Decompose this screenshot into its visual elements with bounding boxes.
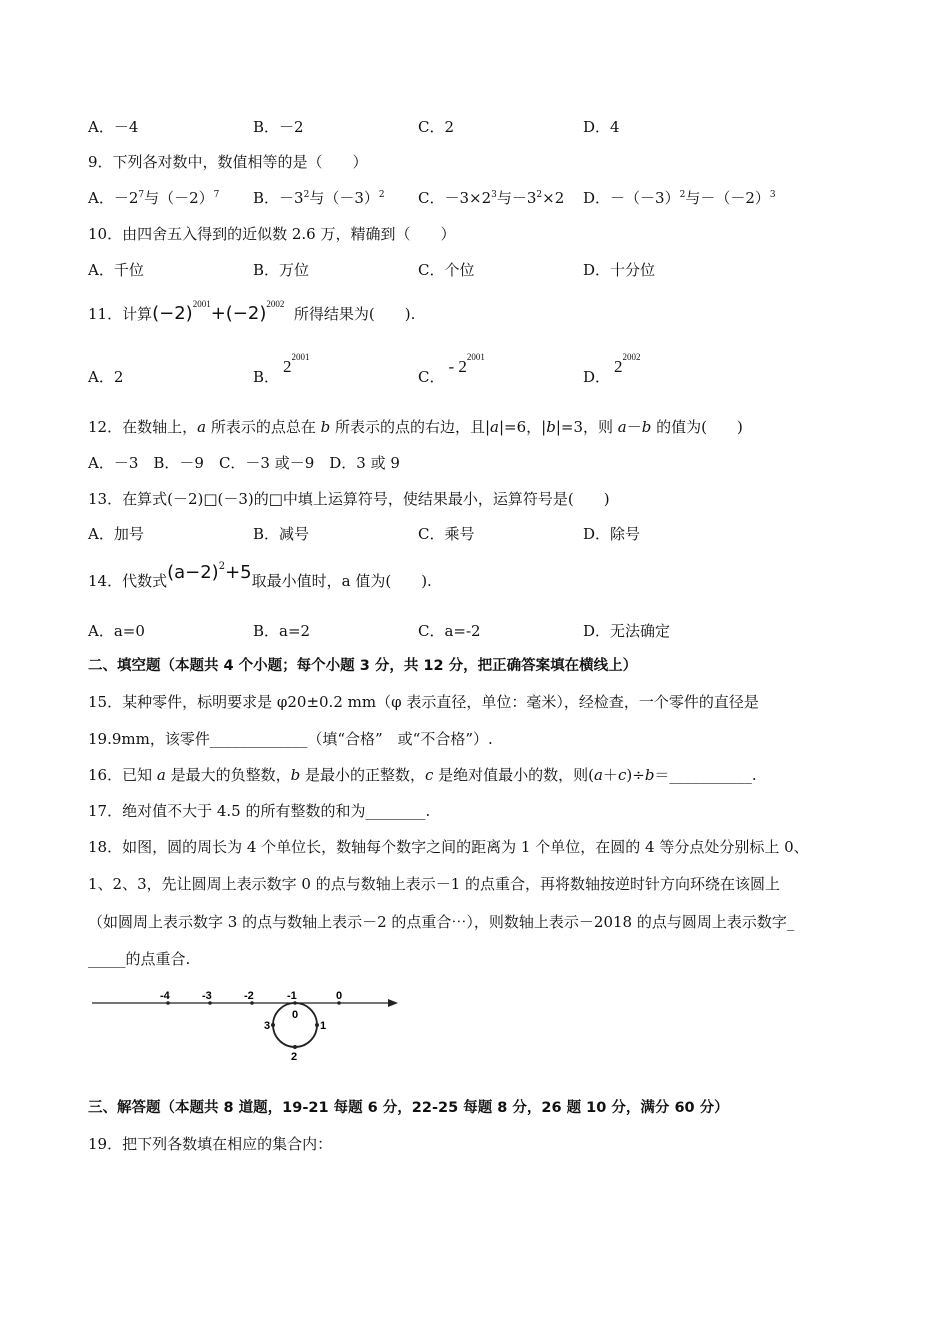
axis-label-neg2: -2 xyxy=(244,990,254,1002)
q8-option-a: A．－4 xyxy=(88,118,139,136)
q13-option-c: C．乘号 xyxy=(418,525,475,543)
q14-option-d: D．无法确定 xyxy=(583,622,671,640)
section-2-heading: 二、填空题（本题共 4 个小题；每个小题 3 分，共 12 分，把正确答案填在横线上） xyxy=(88,658,638,674)
q16-stem: 16．已知 a 是最大的负整数，b 是最小的正整数，c 是绝对值最小的数，则(a＋c)÷b＝___________. xyxy=(88,766,757,784)
q10-option-a: A．千位 xyxy=(88,261,144,279)
q12-stem: 12．在数轴上，a 所表示的点总在 b 所表示的点的右边，且|a|=6，|b|=3，则 a－b 的值为( ) xyxy=(88,418,743,436)
q11-options xyxy=(88,352,868,388)
section-3-heading: 三、解答题（本题共 8 道题，19-21 每题 6 分，22-25 每题 8 分，26 题 10 分，满分 60 分） xyxy=(88,1100,729,1116)
q13-option-b: B．减号 xyxy=(253,525,310,543)
q9-option-a: A．$-2^7$与$(-2)^7$ xyxy=(88,189,220,207)
axis-label-neg3: -3 xyxy=(202,990,212,1002)
q13-option-a: A．加号 xyxy=(88,525,144,543)
number-line-figure xyxy=(88,988,408,1063)
circle-label-2: 2 xyxy=(291,1051,298,1063)
q18-line-3: （如圆周上表示数字 3 的点与数轴上表示－2 的点重合⋯），则数轴上表示－2018 的点与圆周上表示数字_ xyxy=(88,913,795,931)
q14-option-a: A．a=0 xyxy=(88,622,145,640)
q9-option-c: C．$-3\times 2^3$与$-3^2\times 2$ xyxy=(418,189,565,207)
q18-line-4: _____的点重合. xyxy=(88,950,191,968)
q13-option-d: D．除号 xyxy=(583,525,641,543)
q13-options xyxy=(88,523,868,545)
q14-option-b: B．a=2 xyxy=(253,622,311,640)
q8-option-b: B．－2 xyxy=(253,118,304,136)
q18-line-2: 1、2、3，先让圆周上表示数字 0 的点与数轴上表示－1 的点重合，再将数轴按逆时针方向环绕在该圆上 xyxy=(88,875,781,893)
q15-line-1: 15．某种零件，标明要求是 φ20±0.2 mm（φ 表示直径，单位：毫米），经检查，一个零件的直径是 xyxy=(88,693,759,711)
q8-option-c: C．2 xyxy=(418,118,455,136)
q17-stem: 17．绝对值不大于 4.5 的所有整数的和为________. xyxy=(88,802,431,820)
circle-point-2 xyxy=(293,1045,297,1049)
circle-label-3: 3 xyxy=(264,1020,271,1032)
q11-option-a: A．2 xyxy=(88,368,124,386)
q15-line-2: 19.9mm，该零件_____________（填“合格” 或“不合格”）. xyxy=(88,730,493,748)
circle-point-1 xyxy=(315,1023,319,1027)
q9-options xyxy=(88,187,868,209)
q10-option-d: D．十分位 xyxy=(583,261,656,279)
axis-label-neg4: -4 xyxy=(160,990,170,1002)
q10-option-c: C．个位 xyxy=(418,261,475,279)
number-line-arrow xyxy=(388,999,398,1007)
circle-label-1: 1 xyxy=(320,1020,327,1032)
q13-stem: 13．在算式(－2)□(－3)的□中填上运算符号，使结果最小，运算符号是( ) xyxy=(88,490,610,508)
q14-stem: 14．代数式$(a-2)^2+5$取最小值时，a 值为( ). xyxy=(88,561,432,590)
q9-stem: 9．下列各对数中，数值相等的是（ ） xyxy=(88,153,368,171)
q10-option-b: B．万位 xyxy=(253,261,310,279)
q11-option-c: C．- $2^{2001}$ xyxy=(418,352,485,386)
q19-stem: 19．把下列各数填在相应的集合内： xyxy=(88,1135,333,1153)
q11-stem: 11．计算$(-2)^{2001}+(-2)^{2002}$ 所得结果为( ). xyxy=(88,299,416,324)
q9-option-b: B．$-3^2$与$(-3)^2$ xyxy=(253,189,385,207)
q9-option-d: D．$-(-3)^2$与$-(-2)^3$ xyxy=(583,189,776,207)
q8-option-d: D．4 xyxy=(583,118,620,136)
q11-option-b: B．$2^{2001}$ xyxy=(253,352,310,386)
circle-label-0: 0 xyxy=(292,1009,299,1021)
axis-label-zero: 0 xyxy=(336,990,343,1002)
circle-point-3 xyxy=(271,1023,275,1027)
q14-options xyxy=(88,620,868,642)
q11-option-d: D．$2^{2002}$ xyxy=(583,352,641,386)
q10-stem: 10．由四舍五入得到的近似数 2.6 万，精确到（ ） xyxy=(88,225,456,243)
axis-label-neg1: -1 xyxy=(287,990,297,1002)
q14-option-c: C．a=-2 xyxy=(418,622,481,640)
q12-options: A．－3 B．－9 C．－3 或－9 D．3 或 9 xyxy=(88,454,400,472)
q10-options xyxy=(88,259,868,281)
q8-options xyxy=(88,116,868,138)
q18-line-1: 18．如图，圆的周长为 4 个单位长，数轴每个数字之间的距离为 1 个单位，在圆的 4 等分点处分别标上 0、 xyxy=(88,838,809,856)
